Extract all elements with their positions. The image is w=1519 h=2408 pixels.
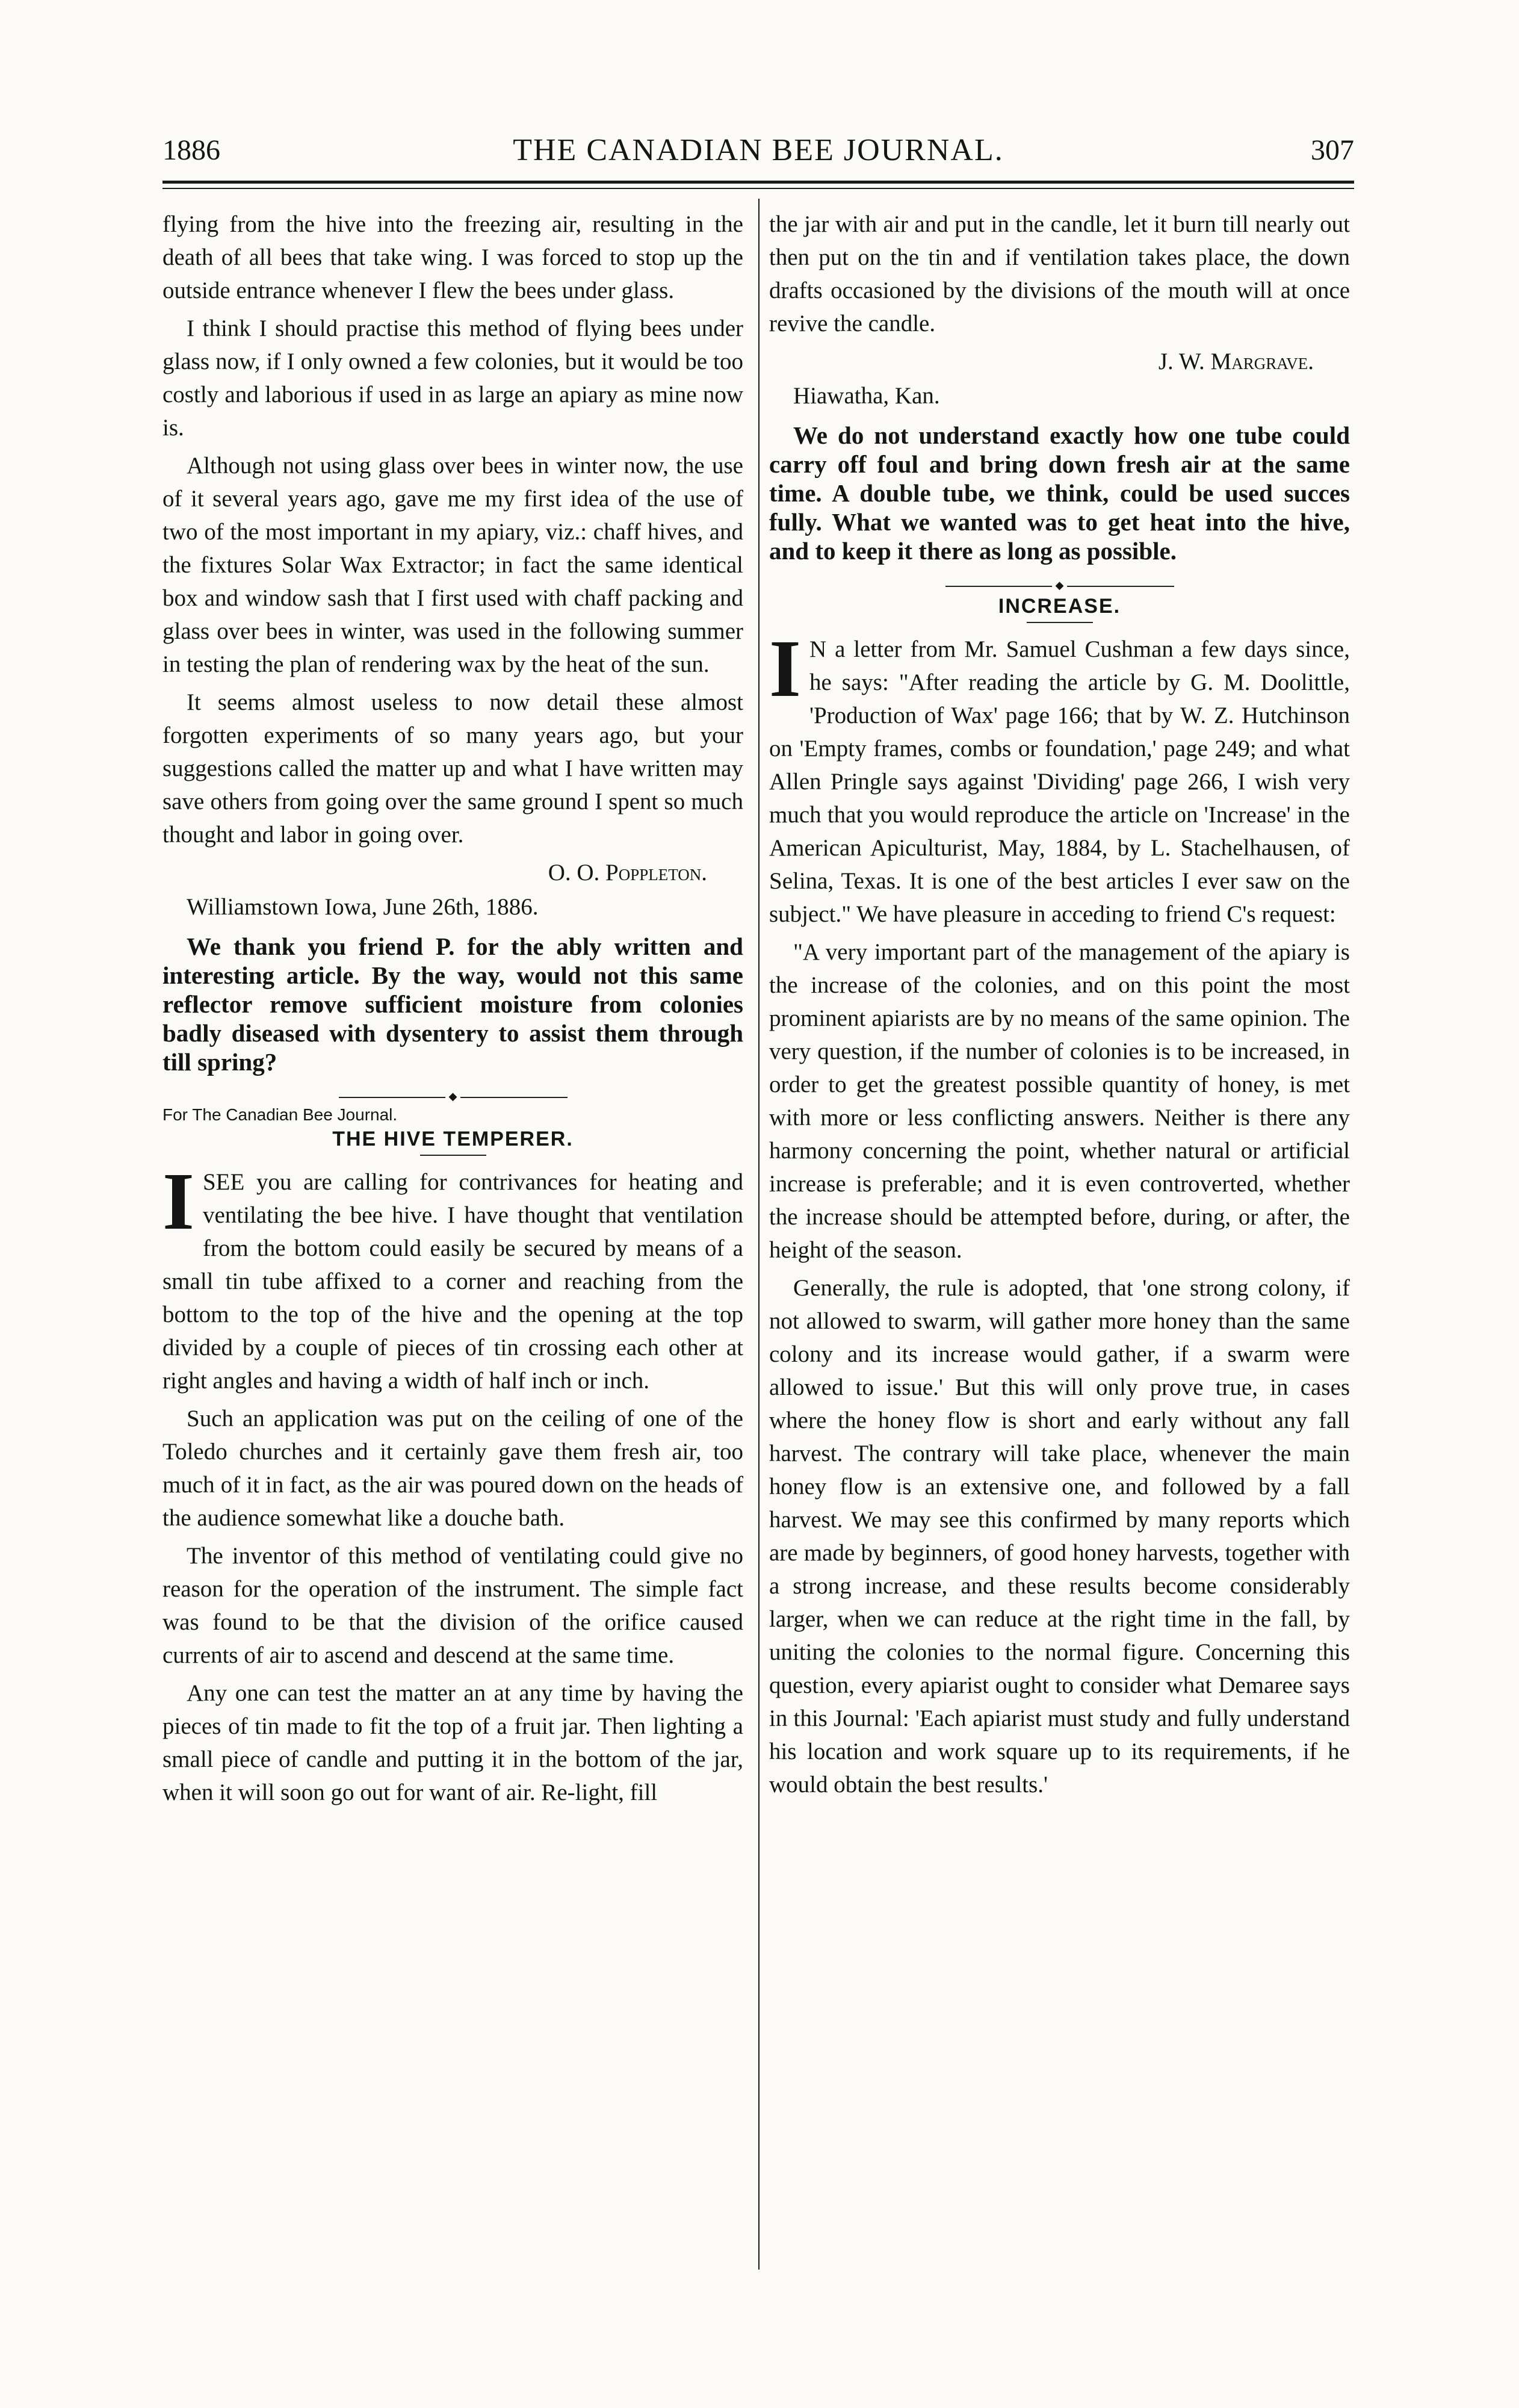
journal-title: THE CANADIAN BEE JOURNAL. [513,133,1004,167]
article-title: THE HIVE TEMPERER. [332,1128,574,1150]
header-rule-thick [162,181,1354,184]
header-rule-thin [162,188,1354,189]
section-ornament [769,574,1350,587]
section-ornament [162,1085,743,1098]
article-paragraph: I N a letter from Mr. Samuel Cushman a few days since, he says: "After reading the article by G. M. Doolittle, 'Production of Wax' page 166; that by W. Z. Hutchinson on 'Empty frames, combs or foundation,' page 249; and what Allen Pringle says against 'Dividing' page 266, I wish very much that you would reproduce the article on 'Increase' in the American Apiculturist, May, 1884, by L. Stachelhausen, of Selina, Texas. It is one of the best articles I ever saw on the subject." We have pleasure in acceding to friend C's request: [769,624,1350,927]
place-date: Williamstown Iowa, June 26th, 1886. [187,894,539,920]
title-rule [420,1155,486,1156]
drop-cap: I [162,1156,194,1247]
column-divider [758,199,760,2270]
paragraph: Although not using glass over bees in winter now, the use of it several years ago, gave me my first idea of the use of two of the most important in my apiary, viz.: chaff hives, and the fixtures Solar Wax Extractor; in fact the same identical box and window sash that I first used with chaff packing and glass over bees in winter, was used in the following summer in testing the plan of rendering wax by the heat of the sun. [162,453,743,677]
page-header [162,126,1354,181]
paragraph: It seems almost useless to now detail these almost forgotten experiments of so many years ago, but your suggestions called the matter up and what I have written may save others from going over the same ground I spent so much thought and labor in going over. [162,689,743,848]
credit-line: For The Canadian Bee Journal. [162,1105,398,1124]
right-column [769,208,1350,1806]
article-paragraph: "A very important part of the management of the apiary is the increase of the colonies, and on this point the most prominent apiarists are by no means of the same opinion. The very question, if the number of colonies is to be increased, in order to get the greatest possible quantity of honey, is met with more or less conflicting answers. Neither is there any harmony concerning the point, whether natural or artificial increase is preferable; and it is even controverted, whether the increase should be attempted before, during, or after, the height of the season. [769,939,1350,1263]
paragraph: the jar with air and put in the candle, let it burn till nearly out then put on the tin and if ventilation takes place, the down drafts occasioned by the divisions of the mouth will at once revive the candle. [769,211,1350,337]
article-paragraph: The inventor of this method of ventilating could give no reason for the operation of the instrument. The simple fact was found to be that the division of the orifice caused currents of air to ascend and descend at the same time. [162,1543,743,1668]
article-paragraph: Generally, the rule is adopted, that 'one strong colony, if not allowed to swarm, will gather more honey than the same colony and its increase would gather, if a swarm were allowed to issue.' But this will only prove true, in cases where the honey flow is short and early without any fall harvest. The contrary will take place, whenever the main honey flow is an extensive one, and followed by a fall harvest. We may see this confirmed by many reports which are made by beginners, of good honey harvests, together with a strong increase, and these results become considerably larger, when we can reduce at the right time in the fall, by uniting the colonies to the normal figure. Concerning this question, every apiarist ought to consider what Demaree says in this Journal: 'Each apiarist must study and fully understand his location and work square up to its requirements, if he would obtain the best results.' [769,1275,1350,1798]
article-paragraph: Such an application was put on the ceiling of one of the Toledo churches and it certainly gave them fresh air, too much of it in fact, as the air was poured down on the heads of the audience somewhat like a douche bath. [162,1406,743,1531]
author-signature: O. O. Poppleton. [548,860,707,886]
editor-note: We thank you friend P. for the ably written and interesting article. By the way, would not this same reflector remove sufficient moisture from colonies badly diseased with dysentery to assist them through till spring? [162,932,743,1076]
header-year: 1886 [162,134,220,166]
left-column [162,208,743,1814]
title-rule [1027,622,1093,623]
page-number: 307 [1311,134,1354,166]
drop-cap: I [769,624,801,714]
author-signature: J. W. Margrave. [1158,349,1314,374]
article-paragraph: Any one can test the matter an at any time by having the pieces of tin made to fit the top of a fruit jar. Then lighting a small piece of candle and putting it in the bottom of the jar, when it will soon go out for want of air. Re-light, fill [162,1680,743,1805]
editor-note: We do not understand exactly how one tube could carry off foul and bring down fresh air at the same time. A double tube, we think, could be used succes fully. What we wanted was to get heat into the hive, and to keep it there as long as possible. [769,421,1350,565]
paragraph: I think I should practise this method of flying bees under glass now, if I only owned a few colonies, but it would be too costly and laborious if used in as large an apiary as mine now is. [162,315,743,441]
place: Hiawatha, Kan. [793,383,940,409]
article-title: INCREASE. [998,595,1121,618]
paragraph: flying from the hive into the freezing air, resulting in the death of all bees that take wing. I was forced to stop up the outside entrance whenever I flew the bees under glass. [162,211,743,303]
article-paragraph: ISEE you are calling for contrivances for heating and ventilating the bee hive. I have thought that ventilation from the bottom could easily be secured by means of a small tin tube affixed to a corner and reaching from the bottom to the top of the hive and the opening at the top divided by a couple of pieces of tin crossing each other at right angles and having a width of half inch or inch. [162,1156,743,1394]
